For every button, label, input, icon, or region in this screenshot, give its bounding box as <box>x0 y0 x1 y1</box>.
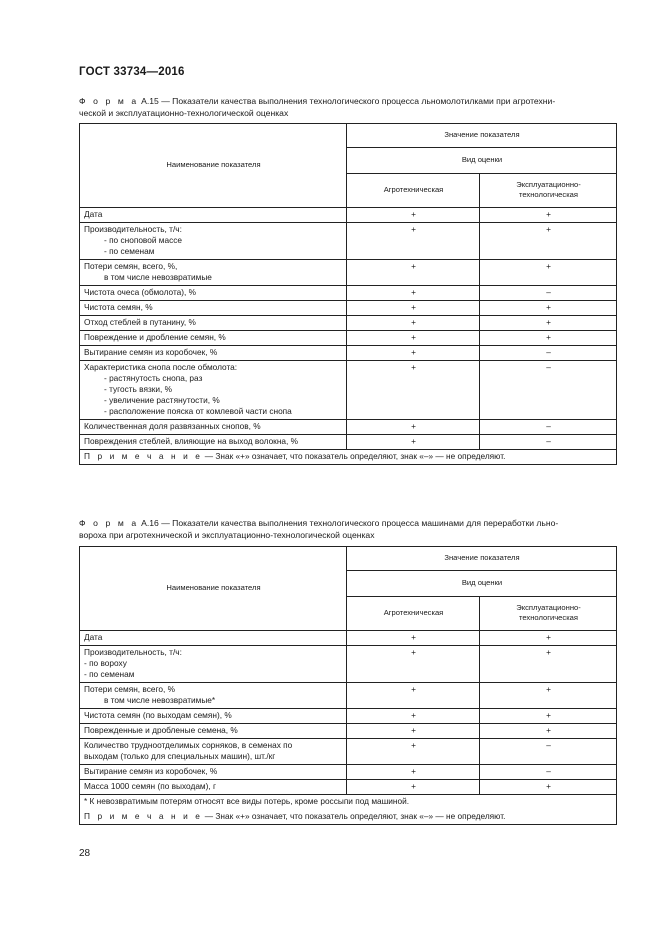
agro-value-cell: + <box>347 631 480 646</box>
param-name-line: Производительность, т/ч: <box>84 224 182 234</box>
agro-value-cell: + <box>347 724 480 739</box>
param-header: Наименование показателя <box>80 547 347 631</box>
table-row <box>80 316 617 331</box>
param-name-cell <box>80 435 347 450</box>
param-name-line: Количественная доля развязанных снопов, % <box>84 421 261 431</box>
param-name-line: - по сноповой массе <box>104 235 183 245</box>
page-number: 28 <box>79 848 91 859</box>
param-name-cell <box>80 316 347 331</box>
agro-value-cell: + <box>347 709 480 724</box>
param-name-line: Дата <box>84 209 103 219</box>
agro-value-cell: + <box>347 780 480 795</box>
expl-value-cell: + <box>480 260 617 286</box>
evaluation-type-header: Вид оценки <box>347 571 617 597</box>
param-name-cell <box>80 346 347 361</box>
table-row <box>80 435 617 450</box>
agro-value-cell: + <box>347 301 480 316</box>
agro-header: Агротехническая <box>347 174 480 208</box>
table-row <box>80 765 617 780</box>
param-name-line: Потери семян, всего, %, <box>84 261 178 271</box>
agro-value-cell: + <box>347 260 480 286</box>
param-name-cell <box>80 724 347 739</box>
param-name-line: Поврежденные и дробленые семена, % <box>84 725 238 735</box>
table-row <box>80 208 617 223</box>
expl-value-cell: + <box>480 301 617 316</box>
param-name-line: Повреждения стеблей, влияющие на выход волокна, % <box>84 436 299 446</box>
agro-header: Агротехническая <box>347 597 480 631</box>
param-name-line: Масса 1000 семян (по выходам), г <box>84 781 217 791</box>
table-row <box>80 739 617 765</box>
param-name-cell <box>80 301 347 316</box>
expl-value-cell: – <box>480 346 617 361</box>
param-name-line: - по семенам <box>104 246 155 256</box>
param-name-line: - расположение пояска от комлевой части снопа <box>104 406 292 416</box>
form16-title-text: А.16 — Показатели качества выполнения технологического процесса машинами для переработки льно- <box>138 518 559 528</box>
param-name-line: - по семенам <box>84 669 135 679</box>
form16-note: П р и м е ч а н и е — Знак «+» означает, что показатель определяют, знак «–» — не определяют. <box>80 807 617 825</box>
param-name-line: выходам (только для специальных машин), шт./кг <box>84 751 276 761</box>
param-name-line: Дата <box>84 632 103 642</box>
agro-value-cell: + <box>347 316 480 331</box>
agro-value-cell: + <box>347 739 480 765</box>
param-name-cell <box>80 780 347 795</box>
expl-value-cell: – <box>480 765 617 780</box>
param-name-line: Характеристика снопа после обмолота: <box>84 362 238 372</box>
agro-value-cell: + <box>347 420 480 435</box>
param-name-line: в том числе невозвратимые* <box>104 695 216 705</box>
param-name-cell <box>80 709 347 724</box>
expl-value-cell: + <box>480 631 617 646</box>
form16-title <box>79 517 616 541</box>
expl-value-cell: – <box>480 420 617 435</box>
expl-value-cell: – <box>480 286 617 301</box>
param-name-cell <box>80 331 347 346</box>
form16-title-prefix: Ф о р м а <box>79 518 139 528</box>
table-row <box>80 683 617 709</box>
table-row <box>80 260 617 286</box>
agro-value-cell: + <box>347 346 480 361</box>
table-row <box>80 709 617 724</box>
agro-value-cell: + <box>347 646 480 683</box>
param-name-cell <box>80 286 347 301</box>
form16-footnote: * К невозвратимым потерям относят все виды потерь, кроме россыпи под машиной. <box>80 795 617 808</box>
expl-header: Эксплуатационно- технологическая <box>480 174 617 208</box>
param-name-cell <box>80 361 347 420</box>
expl-header: Эксплуатационно- технологическая <box>480 597 617 631</box>
expl-value-cell: + <box>480 683 617 709</box>
param-name-cell <box>80 223 347 260</box>
expl-value-cell: + <box>480 709 617 724</box>
expl-value-cell: + <box>480 724 617 739</box>
param-name-cell <box>80 631 347 646</box>
expl-value-cell: – <box>480 435 617 450</box>
param-name-line: - тугость вязки, % <box>104 384 173 394</box>
form15-note: П р и м е ч а н и е — Знак «+» означает, что показатель определяют, знак «–» — не определяют. <box>80 450 617 465</box>
form16-table <box>79 546 617 825</box>
table-row <box>80 780 617 795</box>
table-row <box>80 631 617 646</box>
param-name-cell <box>80 420 347 435</box>
evaluation-type-header: Вид оценки <box>347 148 617 174</box>
param-name-line: Отход стеблей в путанину, % <box>84 317 196 327</box>
value-header: Значение показателя <box>347 547 617 571</box>
param-name-line: Повреждение и дробление семян, % <box>84 332 226 342</box>
expl-value-cell: + <box>480 646 617 683</box>
agro-value-cell: + <box>347 683 480 709</box>
agro-value-cell: + <box>347 286 480 301</box>
param-name-line: - растянутость снопа, раз <box>104 373 203 383</box>
form16-title-line2: вороха при агротехнической и эксплуатационно-технологической оценках <box>79 530 375 540</box>
param-name-line: - по вороху <box>84 658 127 668</box>
table-row <box>80 346 617 361</box>
value-header: Значение показателя <box>347 124 617 148</box>
param-name-cell <box>80 646 347 683</box>
table-row <box>80 361 617 420</box>
param-name-cell <box>80 765 347 780</box>
expl-value-cell: + <box>480 780 617 795</box>
agro-value-cell: + <box>347 435 480 450</box>
form15-title-text: А.15 — Показатели качества выполнения технологического процесса льномолотилками при агротехни- <box>138 96 556 106</box>
table-row <box>80 301 617 316</box>
param-name-line: Вытирание семян из коробочек, % <box>84 347 218 357</box>
document-code: ГОСТ 33734—2016 <box>79 66 185 78</box>
form15-table <box>79 123 617 465</box>
expl-value-cell: + <box>480 223 617 260</box>
table-row <box>80 420 617 435</box>
param-name-line: Чистота семян, % <box>84 302 153 312</box>
table-row <box>80 646 617 683</box>
param-name-line: Вытирание семян из коробочек, % <box>84 766 218 776</box>
param-name-cell <box>80 739 347 765</box>
param-name-cell <box>80 683 347 709</box>
agro-value-cell: + <box>347 331 480 346</box>
table-row <box>80 223 617 260</box>
param-name-line: Чистота очеса (обмолота), % <box>84 287 197 297</box>
param-name-line: в том числе невозвратимые <box>104 272 212 282</box>
table-row <box>80 286 617 301</box>
form15-title-line2: ческой и эксплуатационно-технологической оценках <box>79 108 289 118</box>
table-row <box>80 724 617 739</box>
agro-value-cell: + <box>347 208 480 223</box>
param-name-cell <box>80 208 347 223</box>
expl-value-cell: + <box>480 331 617 346</box>
param-name-line: Количество трудноотделимых сорняков, в семенах по <box>84 740 293 750</box>
param-name-line: - увеличение растянутости, % <box>104 395 220 405</box>
expl-value-cell: – <box>480 361 617 420</box>
expl-value-cell: + <box>480 208 617 223</box>
param-name-line: Чистота семян (по выходам семян), % <box>84 710 232 720</box>
param-name-cell <box>80 260 347 286</box>
table-row <box>80 331 617 346</box>
agro-value-cell: + <box>347 223 480 260</box>
expl-value-cell: + <box>480 316 617 331</box>
expl-value-cell: – <box>480 739 617 765</box>
param-header: Наименование показателя <box>80 124 347 208</box>
param-name-line: Производительность, т/ч: <box>84 647 182 657</box>
form15-title-prefix: Ф о р м а <box>79 96 139 106</box>
param-name-line: Потери семян, всего, % <box>84 684 175 694</box>
agro-value-cell: + <box>347 361 480 420</box>
agro-value-cell: + <box>347 765 480 780</box>
form15-title <box>79 95 616 119</box>
